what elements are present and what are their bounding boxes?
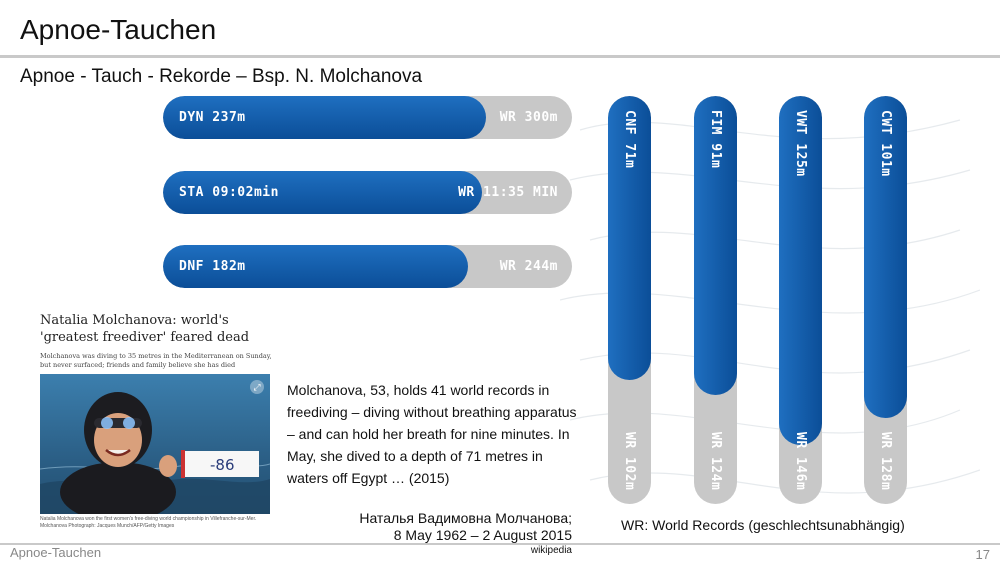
- world-records-note: WR: World Records (geschlechtsunabhängig): [621, 517, 905, 533]
- bar-label: CNF 71m: [622, 110, 637, 169]
- bar-label: DYN 237m: [179, 110, 246, 125]
- bar-record-label: WR 124m: [708, 431, 723, 490]
- news-standfirst: Molchanova was diving to 35 metres in the Mediterranean on Sunday, but never surfaced; friends and family believe she has died: [40, 352, 272, 369]
- bar-record-label: WR 146m: [793, 431, 808, 490]
- person-life-dates: 8 May 1962 – 2 August 2015: [393, 527, 572, 543]
- bar-label: FIM 91m: [708, 110, 723, 169]
- footer-title: Apnoe-Tauchen: [10, 545, 102, 560]
- source-label: wikipedia: [530, 545, 572, 556]
- bar-record-label: WR 11:35 MIN: [458, 185, 558, 200]
- description-text: Molchanova, 53, holds 41 world records in freediving – diving without breathing apparatus – and can hold her breath for nine minutes. In May, she dived to a depth of 71 metres in waters off Egypt … (2015): [287, 382, 577, 486]
- expand-icon[interactable]: ⤢: [250, 380, 264, 394]
- slide-subtitle: Apnoe - Tauch - Rekorde – Bsp. N. Molchanova: [20, 66, 423, 87]
- footer-divider: [0, 543, 1000, 545]
- photo-card-number: -86: [210, 456, 235, 474]
- bar-label: STA 09:02min: [179, 185, 279, 200]
- title-divider: [0, 55, 1000, 58]
- record-bar-dyn: [163, 96, 572, 139]
- record-bar-vwt: [779, 96, 822, 504]
- news-photo-caption: Natalia Molchanova won the first women's free-diving world championship in Villefranche-sur-Mer. Molchanova Photograph: Jacques Munch/AFP/Getty Images: [40, 516, 257, 529]
- diver-photo-illustration: [40, 374, 270, 514]
- page-number: 17: [975, 547, 990, 562]
- bar-label: VWT 125m: [793, 110, 808, 177]
- record-bar-sta: [163, 171, 572, 214]
- record-bar-dnf: [163, 245, 572, 288]
- record-bar-cwt: [864, 96, 907, 504]
- bar-record-label: WR 244m: [499, 259, 558, 274]
- news-headline: Natalia Molchanova: world's 'greatest freediver' feared dead: [40, 313, 250, 345]
- record-bar-fim: [694, 96, 737, 504]
- bar-record-label: WR 300m: [499, 110, 558, 125]
- person-name-russian: Наталья Вадимовна Молчанова;: [359, 510, 572, 526]
- bar-label: DNF 182m: [179, 259, 246, 274]
- bar-label: CWT 101m: [878, 110, 893, 177]
- slide-title: Apnoe-Tauchen: [20, 14, 217, 45]
- record-bar-cnf: [608, 96, 651, 504]
- bar-record-label: WR 102m: [622, 431, 637, 490]
- news-photo: [40, 374, 270, 514]
- bar-record-label: WR 128m: [878, 431, 893, 490]
